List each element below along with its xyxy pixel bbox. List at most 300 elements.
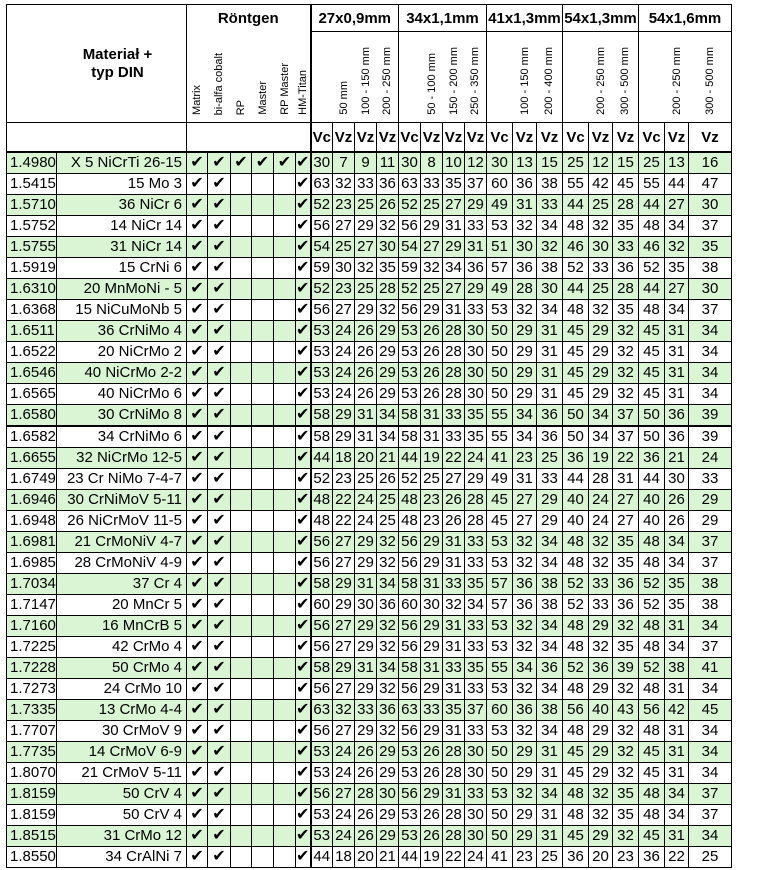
check-icon: ✔ — [208, 426, 231, 448]
vz-value: 33 — [465, 553, 487, 574]
vc-value: 53 — [487, 721, 513, 742]
empty-cell — [274, 742, 296, 763]
empty-cell — [231, 700, 252, 721]
check-icon: ✔ — [296, 511, 311, 532]
vc-value: 52 — [639, 595, 665, 616]
empty-cell — [274, 826, 296, 847]
check-icon: ✔ — [187, 216, 208, 237]
empty-cell — [274, 847, 296, 868]
vc-value: 48 — [563, 679, 589, 700]
vz-value: 34 — [689, 721, 732, 742]
rontgen-col-rp-master: RP Master — [278, 63, 291, 115]
vz-value: 24 — [465, 448, 487, 469]
vc-value: 48 — [399, 511, 421, 532]
vz-value: 29 — [513, 384, 537, 405]
vz-value: 38 — [689, 574, 732, 595]
material-code: 1.6368 — [7, 300, 57, 321]
material-code: 1.6981 — [7, 532, 57, 553]
vz-value: 19 — [589, 448, 613, 469]
vc-value: 48 — [563, 784, 589, 805]
check-icon: ✔ — [208, 826, 231, 847]
empty-cell — [274, 721, 296, 742]
vz-value: 34 — [665, 784, 689, 805]
vc-value: 52 — [639, 258, 665, 279]
din-designation: 30 CrNiMo 8 — [57, 405, 187, 427]
vz-value: 29 — [377, 363, 399, 384]
din-designation: 24 CrMo 10 — [57, 679, 187, 700]
vz-value: 33 — [443, 574, 465, 595]
vz-value: 34 — [537, 532, 563, 553]
vz-value: 31 — [443, 532, 465, 553]
empty-cell — [252, 342, 274, 363]
check-icon: ✔ — [296, 532, 311, 553]
vc-value: 59 — [399, 258, 421, 279]
vz-value: 31 — [443, 300, 465, 321]
vc-value: 50 — [487, 384, 513, 405]
material-code: 1.7735 — [7, 742, 57, 763]
vz-value: 34 — [689, 363, 732, 384]
empty-cell — [231, 658, 252, 679]
vc-value: 45 — [639, 363, 665, 384]
table-row — [7, 342, 732, 363]
vc-vz-header-row — [7, 123, 732, 153]
material-code: 1.5919 — [7, 258, 57, 279]
vz-value: 32 — [513, 637, 537, 658]
vz-value: 45 — [689, 700, 732, 721]
vc-value: 54 — [311, 237, 333, 258]
vz-value: 20 — [589, 847, 613, 868]
vc-value: 57 — [487, 574, 513, 595]
check-icon: ✔ — [208, 342, 231, 363]
din-designation: 37 Cr 4 — [57, 574, 187, 595]
check-icon: ✔ — [208, 595, 231, 616]
vz-value: 28 — [443, 321, 465, 342]
empty-cell — [252, 300, 274, 321]
vz-value: 36 — [513, 174, 537, 195]
vc-value: 56 — [399, 300, 421, 321]
vz-value: 33 — [355, 700, 377, 721]
vz-value: 29 — [513, 342, 537, 363]
vz-value: 30 — [465, 363, 487, 384]
vc-value: 57 — [487, 258, 513, 279]
vz-value: 29 — [333, 658, 355, 679]
vz-value: 29 — [465, 279, 487, 300]
vz-value: 27 — [613, 490, 639, 511]
vz-value: 34 — [689, 321, 732, 342]
vz-value: 38 — [537, 174, 563, 195]
vz-value: 36 — [665, 426, 689, 448]
material-code: 1.7707 — [7, 721, 57, 742]
table-row — [7, 742, 732, 763]
empty-cell — [252, 384, 274, 405]
vz-value: 42 — [589, 174, 613, 195]
check-icon: ✔ — [208, 805, 231, 826]
check-icon: ✔ — [208, 574, 231, 595]
table-row — [7, 616, 732, 637]
vz-value: 31 — [421, 405, 443, 427]
check-icon: ✔ — [208, 258, 231, 279]
vz-value: 44 — [665, 174, 689, 195]
material-code: 1.6749 — [7, 469, 57, 490]
vz-value: 29 — [377, 321, 399, 342]
vz-value: 27 — [443, 469, 465, 490]
vz-value: 23 — [513, 448, 537, 469]
vz-value: 28 — [443, 742, 465, 763]
check-icon: ✔ — [296, 279, 311, 300]
vc-value: 45 — [487, 490, 513, 511]
empty-cell — [231, 637, 252, 658]
vz-value: 20 — [355, 448, 377, 469]
vc-value: 53 — [311, 826, 333, 847]
vc-value: 50 — [563, 405, 589, 427]
table-row — [7, 279, 732, 300]
check-icon: ✔ — [187, 342, 208, 363]
vc-value: 50 — [563, 426, 589, 448]
vz-value: 31 — [513, 195, 537, 216]
vz-value: 33 — [465, 784, 487, 805]
vc-value: 63 — [399, 174, 421, 195]
vz-value: 32 — [613, 342, 639, 363]
vz-value: 21 — [665, 448, 689, 469]
vc-value: 53 — [311, 321, 333, 342]
check-icon: ✔ — [187, 363, 208, 384]
vz-value: 26 — [443, 511, 465, 532]
material-header-line1: Materiał + — [82, 45, 153, 63]
group-header-34x11: 34x1,1mm — [399, 5, 487, 32]
vc-value: 56 — [399, 721, 421, 742]
check-icon: ✔ — [296, 574, 311, 595]
check-icon: ✔ — [296, 721, 311, 742]
vz-value: 32 — [377, 679, 399, 700]
vc-value: 45 — [563, 826, 589, 847]
table-row — [7, 321, 732, 342]
vc-value: 60 — [399, 595, 421, 616]
empty-cell — [231, 426, 252, 448]
vz-value: 16 — [689, 152, 732, 174]
vz-value: 32 — [377, 553, 399, 574]
check-icon: ✔ — [208, 532, 231, 553]
vz-value: 31 — [665, 321, 689, 342]
vz-value: 34 — [537, 721, 563, 742]
vc-value: 48 — [639, 805, 665, 826]
vc-value: 55 — [487, 426, 513, 448]
vc-value: 53 — [487, 553, 513, 574]
sub-27-2: 100 - 150 mm — [359, 47, 372, 115]
check-icon: ✔ — [296, 679, 311, 700]
vz-value: 25 — [537, 847, 563, 868]
vc-value: 44 — [563, 279, 589, 300]
check-icon: ✔ — [296, 448, 311, 469]
vz-value: 28 — [589, 469, 613, 490]
vz-value: 34 — [443, 258, 465, 279]
vz-value: 28 — [443, 384, 465, 405]
vz-value: 27 — [443, 195, 465, 216]
din-designation: 50 CrMo 4 — [57, 658, 187, 679]
vz-value: 27 — [333, 300, 355, 321]
check-icon: ✔ — [187, 448, 208, 469]
check-icon: ✔ — [296, 426, 311, 448]
vz-value: 38 — [537, 574, 563, 595]
check-icon: ✔ — [208, 216, 231, 237]
vz-value: 31 — [443, 616, 465, 637]
vz-value: 29 — [589, 763, 613, 784]
vz-value: 27 — [355, 237, 377, 258]
vc-value: 48 — [563, 616, 589, 637]
empty-cell — [231, 469, 252, 490]
vc-value: 45 — [563, 763, 589, 784]
check-icon: ✔ — [208, 300, 231, 321]
vz-value: 36 — [513, 700, 537, 721]
check-icon: ✔ — [187, 195, 208, 216]
empty-cell — [252, 700, 274, 721]
vz-value: 29 — [421, 679, 443, 700]
vz-value: 31 — [443, 679, 465, 700]
vc-value: 46 — [639, 237, 665, 258]
vc-value: 48 — [311, 511, 333, 532]
vc-value: 36 — [563, 448, 589, 469]
din-designation: 28 CrMoNiV 4-9 — [57, 553, 187, 574]
vz-value: 26 — [355, 805, 377, 826]
vc-value: 48 — [399, 490, 421, 511]
vz-value: 35 — [665, 595, 689, 616]
din-designation: 26 NiCrMoV 11-5 — [57, 511, 187, 532]
vc-value: 58 — [399, 574, 421, 595]
check-icon: ✔ — [208, 721, 231, 742]
sub-27-3: 200 - 250 mm — [381, 47, 394, 115]
vz-value: 29 — [421, 616, 443, 637]
vz-value: 23 — [421, 490, 443, 511]
material-code: 1.6310 — [7, 279, 57, 300]
vz-value: 31 — [537, 805, 563, 826]
check-icon: ✔ — [187, 574, 208, 595]
din-designation: 20 NiCrMo 2 — [57, 342, 187, 363]
vz-value: 36 — [613, 258, 639, 279]
vc-value: 53 — [311, 763, 333, 784]
empty-cell — [231, 511, 252, 532]
vc-value: 46 — [563, 237, 589, 258]
vc-value: 53 — [487, 216, 513, 237]
vz-value: 32 — [333, 700, 355, 721]
vc-value: 40 — [563, 511, 589, 532]
vz-value: 31 — [537, 384, 563, 405]
vc-value: 54 — [399, 237, 421, 258]
vz-value: 33 — [443, 426, 465, 448]
check-icon: ✔ — [296, 658, 311, 679]
vz-value: 32 — [613, 384, 639, 405]
vc-value: 52 — [563, 574, 589, 595]
vz-value: 29 — [421, 784, 443, 805]
vz-value: 37 — [689, 805, 732, 826]
check-icon: ✔ — [208, 742, 231, 763]
vz-value: 9 — [355, 152, 377, 174]
vz-value: 22 — [443, 847, 465, 868]
empty-cell — [252, 174, 274, 195]
vz-value: 36 — [377, 700, 399, 721]
vz-value: 31 — [355, 574, 377, 595]
vz-value: 34 — [377, 405, 399, 427]
table-row — [7, 847, 732, 868]
vz-value: 34 — [537, 300, 563, 321]
empty-cell — [274, 574, 296, 595]
vc-value: 45 — [639, 384, 665, 405]
vz-value: 32 — [377, 532, 399, 553]
vc-value: 50 — [639, 426, 665, 448]
vc-value: 41 — [487, 448, 513, 469]
empty-cell — [252, 216, 274, 237]
vz-value: 36 — [613, 595, 639, 616]
vz-value: 27 — [443, 279, 465, 300]
material-code: 1.7147 — [7, 595, 57, 616]
empty-cell — [252, 763, 274, 784]
vz-value: 31 — [443, 553, 465, 574]
vz-value: 30 — [377, 237, 399, 258]
vc-value: 45 — [563, 321, 589, 342]
vz-label: Vz — [537, 123, 563, 153]
vc-value: 55 — [487, 405, 513, 427]
empty-cell — [274, 679, 296, 700]
vc-value: 48 — [639, 784, 665, 805]
check-icon: ✔ — [208, 658, 231, 679]
din-designation: 32 NiCrMo 12-5 — [57, 448, 187, 469]
vc-value: 48 — [639, 532, 665, 553]
vz-value: 36 — [665, 405, 689, 427]
vz-value: 28 — [443, 826, 465, 847]
vz-value: 43 — [613, 700, 639, 721]
empty-cell — [252, 679, 274, 700]
vc-value: 55 — [563, 174, 589, 195]
empty-cell — [252, 321, 274, 342]
empty-cell — [252, 405, 274, 427]
table-row — [7, 405, 732, 427]
table-row — [7, 532, 732, 553]
vz-value: 33 — [537, 469, 563, 490]
vc-value: 48 — [563, 553, 589, 574]
empty-cell — [231, 616, 252, 637]
vz-value: 30 — [689, 195, 732, 216]
vz-value: 25 — [377, 511, 399, 532]
vz-value: 29 — [377, 742, 399, 763]
vz-label: Vz — [377, 123, 399, 153]
vz-value: 31 — [443, 637, 465, 658]
vz-label: Vz — [465, 123, 487, 153]
vc-value: 40 — [639, 511, 665, 532]
vc-value: 53 — [399, 342, 421, 363]
vc-value: 52 — [639, 658, 665, 679]
vz-value: 34 — [465, 595, 487, 616]
material-code: 1.7228 — [7, 658, 57, 679]
check-icon: ✔ — [187, 426, 208, 448]
vz-value: 24 — [589, 490, 613, 511]
vz-value: 33 — [421, 700, 443, 721]
vz-value: 36 — [537, 405, 563, 427]
vc-value: 36 — [563, 847, 589, 868]
vz-value: 34 — [689, 679, 732, 700]
empty-cell — [231, 279, 252, 300]
vz-value: 34 — [689, 616, 732, 637]
table-row — [7, 300, 732, 321]
group-header-27x09: 27x0,9mm — [311, 5, 399, 32]
material-code: 1.6655 — [7, 448, 57, 469]
vz-value: 11 — [377, 152, 399, 174]
check-icon: ✔ — [208, 448, 231, 469]
vz-value: 35 — [443, 700, 465, 721]
check-icon: ✔ — [208, 279, 231, 300]
vc-label: Vc — [399, 123, 421, 153]
vz-value: 33 — [443, 658, 465, 679]
din-designation: 15 NiCuMoNb 5 — [57, 300, 187, 321]
vc-value: 53 — [487, 300, 513, 321]
vz-value: 29 — [537, 490, 563, 511]
vz-value: 33 — [465, 216, 487, 237]
vz-value: 39 — [613, 658, 639, 679]
vz-value: 28 — [613, 195, 639, 216]
vz-value: 27 — [513, 490, 537, 511]
check-icon: ✔ — [208, 152, 231, 174]
empty-cell — [252, 574, 274, 595]
vz-value: 33 — [589, 595, 613, 616]
vz-value: 36 — [537, 658, 563, 679]
vz-value: 27 — [421, 237, 443, 258]
vc-value: 50 — [639, 405, 665, 427]
sub-54b-2: 300 - 500 mm — [703, 47, 716, 115]
material-header-line2: typ DIN — [91, 63, 144, 81]
vz-value: 13 — [513, 152, 537, 174]
vz-value: 23 — [421, 511, 443, 532]
vc-value: 30 — [487, 152, 513, 174]
empty-cell — [252, 258, 274, 279]
vz-value: 15 — [537, 152, 563, 174]
rontgen-header: Röntgen — [187, 5, 311, 32]
empty-cell — [274, 216, 296, 237]
vz-value: 30 — [465, 742, 487, 763]
empty-cell — [231, 258, 252, 279]
din-designation: 15 Mo 3 — [57, 174, 187, 195]
empty-cell — [252, 195, 274, 216]
check-icon: ✔ — [296, 321, 311, 342]
vz-value: 10 — [443, 152, 465, 174]
vz-value: 31 — [537, 742, 563, 763]
vz-value: 29 — [355, 300, 377, 321]
vz-value: 28 — [465, 511, 487, 532]
table-row — [7, 216, 732, 237]
vc-value: 59 — [311, 258, 333, 279]
material-code: 1.6948 — [7, 511, 57, 532]
vc-value: 48 — [639, 679, 665, 700]
vz-value: 32 — [589, 553, 613, 574]
check-icon: ✔ — [296, 637, 311, 658]
vz-value: 26 — [421, 342, 443, 363]
vz-value: 30 — [377, 784, 399, 805]
empty-cell — [274, 405, 296, 427]
vz-value: 29 — [355, 616, 377, 637]
vc-value: 44 — [311, 847, 333, 868]
check-icon: ✔ — [296, 363, 311, 384]
vz-value: 24 — [589, 511, 613, 532]
vz-value: 7 — [333, 152, 355, 174]
table-row — [7, 448, 732, 469]
check-icon: ✔ — [208, 616, 231, 637]
vz-value: 34 — [689, 742, 732, 763]
sub-41-1: 100 - 150 mm — [518, 47, 531, 115]
vz-value: 30 — [513, 237, 537, 258]
vz-value: 26 — [355, 826, 377, 847]
empty-cell — [274, 279, 296, 300]
din-designation: 21 CrMoNiV 4-7 — [57, 532, 187, 553]
sub-54a-1: 200 - 250 mm — [594, 47, 607, 115]
vz-value: 22 — [613, 448, 639, 469]
vz-value: 27 — [333, 679, 355, 700]
check-icon: ✔ — [187, 616, 208, 637]
